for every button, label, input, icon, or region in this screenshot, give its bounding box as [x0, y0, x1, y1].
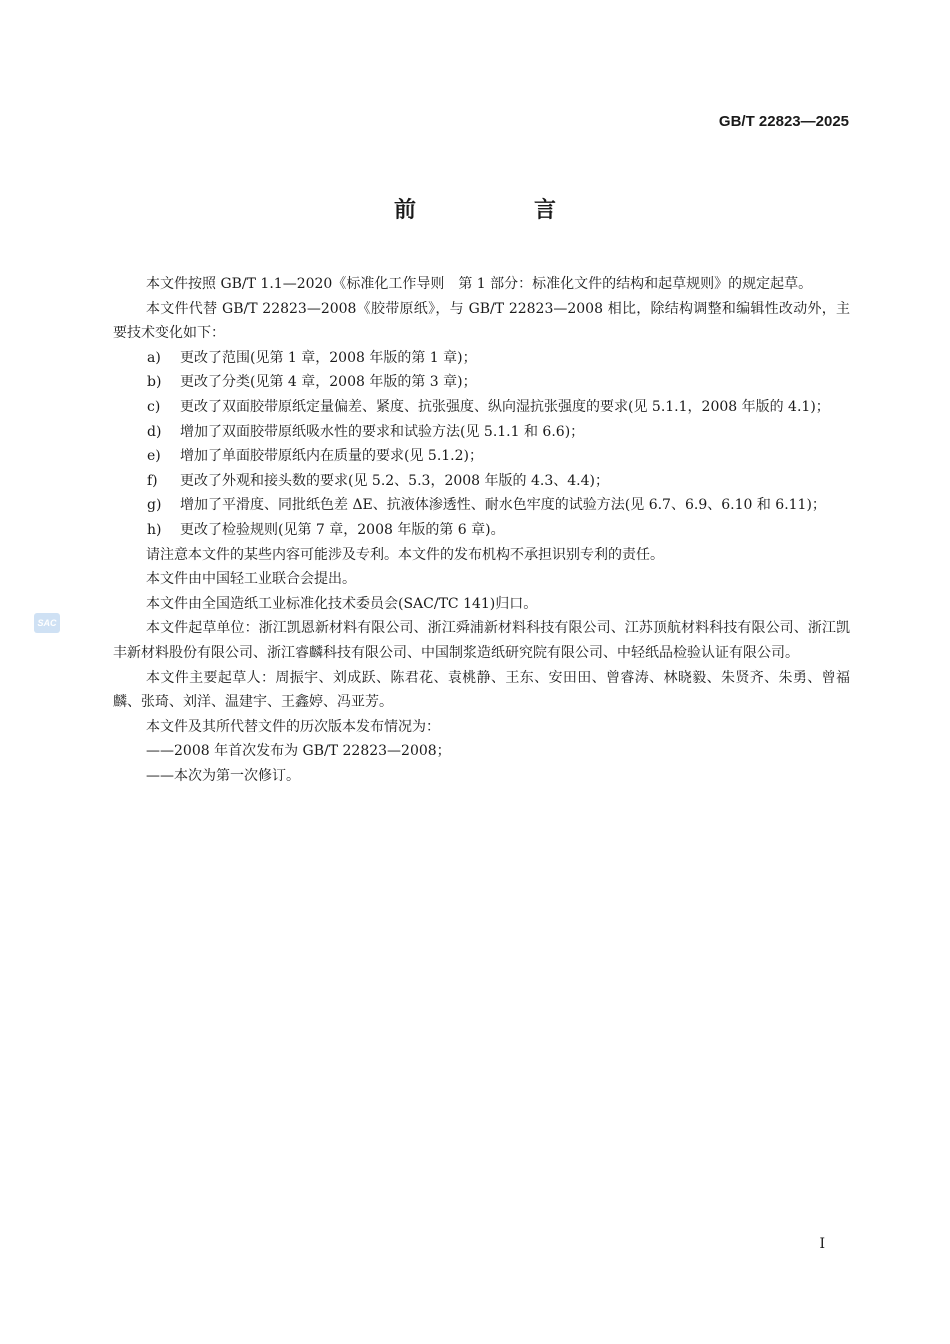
- list-item: [113, 370, 850, 395]
- list-item-text: 更改了外观和接头数的要求(见 5.2、5.3，2008 年版的 4.3、4.4)；: [180, 472, 609, 489]
- sac-logo-watermark: SAC: [34, 613, 60, 633]
- list-marker: a): [147, 349, 161, 366]
- list-item-text: 更改了双面胶带原纸定量偏差、紧度、抗张强度、纵向湿抗张强度的要求(见 5.1.1，2008 年版的 4.1)；: [180, 398, 830, 415]
- list-item: [113, 518, 850, 543]
- list-item: [113, 420, 850, 445]
- list-marker: d): [147, 423, 162, 440]
- history-item: ——2008 年首次发布为 GB/T 22823—2008；: [146, 743, 451, 760]
- list-item-text: 增加了双面胶带原纸吸水性的要求和试验方法(见 5.1.1 和 6.6)；: [180, 423, 585, 440]
- list-item-text: 更改了检验规则(见第 7 章，2008 年版的第 6 章)。: [180, 521, 505, 538]
- list-item-text: 增加了单面胶带原纸内在质量的要求(见 5.1.2)；: [180, 448, 483, 465]
- paragraph-drafting-units: 本文件起草单位：浙江凯恩新材料有限公司、浙江舜浦新材料科技有限公司、江苏顶航材料科技有限公司、浙江凯丰新材料股份有限公司、浙江睿麟科技有限公司、中国制浆造纸研究院有限公司、中轻纸品检验认证有限公司。: [113, 620, 850, 661]
- list-marker: h): [147, 521, 162, 538]
- list-marker: b): [147, 374, 162, 391]
- changes-list: [113, 346, 850, 543]
- list-item: [113, 346, 850, 371]
- paragraph-replacement: 本文件代替 GB/T 22823—2008《胶带原纸》，与 GB/T 22823—2008 相比，除结构调整和编辑性改动外，主要技术变化如下：: [113, 300, 850, 342]
- history-list: [113, 739, 850, 788]
- list-item-text: 更改了分类(见第 4 章，2008 年版的第 3 章)；: [180, 374, 477, 391]
- paragraph-drafters: 本文件主要起草人：周振宇、刘成跃、陈君花、袁桃静、王东、安田田、曾睿涛、林晓毅、朱贤齐、朱勇、曾福麟、张琦、刘洋、温建宇、王鑫婷、冯亚芳。: [113, 669, 850, 711]
- history-item: ——本次为第一次修订。: [146, 767, 300, 784]
- paragraph-proposer: 本文件由中国轻工业联合会提出。: [146, 571, 356, 588]
- foreword-body: [113, 272, 850, 788]
- paragraph-history-intro: 本文件及其所代替文件的历次版本发布情况为：: [146, 718, 440, 735]
- list-item-text: 增加了平滑度、同批纸色差 ΔE、抗液体渗透性、耐水色牢度的试验方法(见 6.7、6.9、6.10 和 6.11)；: [180, 497, 826, 514]
- list-item: [113, 395, 850, 420]
- list-marker: f): [147, 472, 158, 489]
- page-number: I: [819, 1236, 825, 1252]
- list-marker: c): [147, 398, 161, 415]
- list-item: [113, 469, 850, 494]
- paragraph-drafting-rules: 本文件按照 GB/T 1.1—2020《标准化工作导则 第 1 部分：标准化文件的结构和起草规则》的规定起草。: [146, 276, 813, 292]
- list-item: [113, 493, 850, 518]
- paragraph-patent-notice: 请注意本文件的某些内容可能涉及专利。本文件的发布机构不承担识别专利的责任。: [146, 546, 664, 563]
- list-marker: g): [147, 497, 162, 514]
- standard-number: GB/T 22823—2025: [718, 113, 849, 130]
- paragraph-committee: 本文件由全国造纸工业标准化技术委员会(SAC/TC 141)归口。: [146, 595, 538, 612]
- list-item-text: 更改了范围(见第 1 章，2008 年版的第 1 章)；: [180, 349, 477, 366]
- page-title: 前 言: [393, 198, 604, 223]
- list-item: [113, 444, 850, 469]
- list-marker: e): [147, 448, 161, 465]
